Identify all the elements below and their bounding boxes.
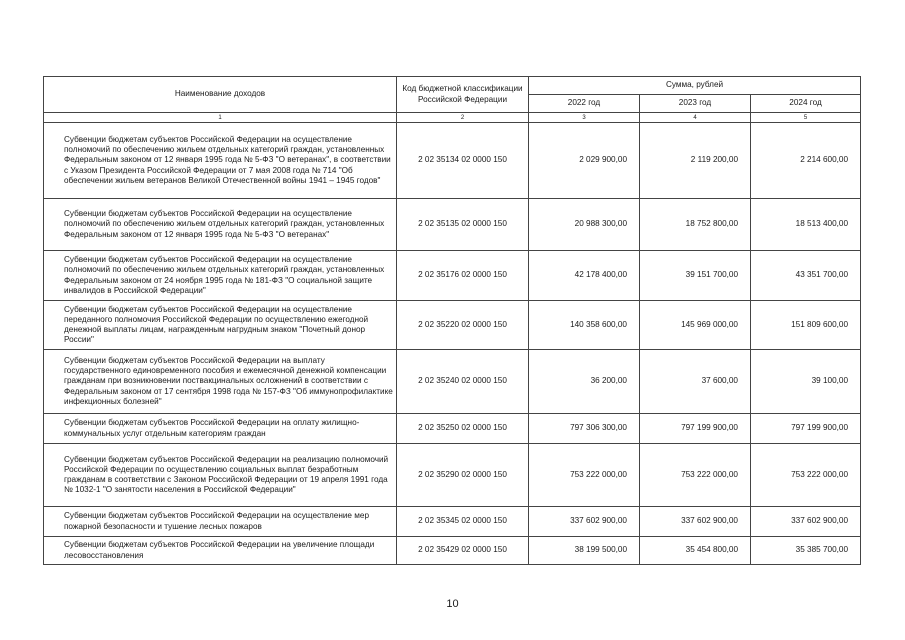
row-amount-2023: 797 199 900,00 [640,414,751,444]
row-amount-2023: 37 600,00 [640,350,751,414]
row-code: 2 02 35240 02 0000 150 [397,350,529,414]
row-code: 2 02 35135 02 0000 150 [397,199,529,251]
row-amount-2022: 2 029 900,00 [529,123,640,199]
row-amount-2024: 151 809 600,00 [751,301,861,350]
row-code: 2 02 35176 02 0000 150 [397,251,529,301]
row-amount-2023: 753 222 000,00 [640,444,751,507]
row-amount-2022: 753 222 000,00 [529,444,640,507]
row-amount-2024: 337 602 900,00 [751,507,861,537]
row-amount-2024: 2 214 600,00 [751,123,861,199]
row-amount-2023: 18 752 800,00 [640,199,751,251]
header-name: Наименование доходов [44,77,397,113]
row-code: 2 02 35134 02 0000 150 [397,123,529,199]
column-number: 4 [640,113,751,123]
table-row [44,414,861,444]
column-number: 1 [44,113,397,123]
row-code: 2 02 35250 02 0000 150 [397,414,529,444]
row-amount-2023: 145 969 000,00 [640,301,751,350]
row-amount-2022: 337 602 900,00 [529,507,640,537]
header-year-2023: 2023 год [640,95,751,113]
table-row [44,199,861,251]
header-sum: Сумма, рублей [529,77,861,95]
row-amount-2024: 18 513 400,00 [751,199,861,251]
row-name: Субвенции бюджетам субъектов Российской Федерации на осуществление полномочий по обеспечению жильем отдельных категорий граждан, установленных Федеральным законом от 12 января 1995 года № 5-ФЗ "О ветеранах" [44,199,397,251]
page-number: 10 [446,598,459,610]
row-name: Субвенции бюджетам субъектов Российской Федерации на осуществление полномочий по обеспечению жильем отдельных категорий граждан, установленных Федеральным законом от 24 ноября 1995 года № 181-ФЗ "О социальной защите инвалидов в Российской Федерации" [44,251,397,301]
row-code: 2 02 35345 02 0000 150 [397,507,529,537]
revenue-table [43,76,861,565]
row-amount-2022: 38 199 500,00 [529,537,640,565]
row-code: 2 02 35290 02 0000 150 [397,444,529,507]
header-year-2024: 2024 год [751,95,861,113]
column-number: 3 [529,113,640,123]
table-row [44,444,861,507]
row-name: Субвенции бюджетам субъектов Российской Федерации на выплату государственного единовременного пособия и ежемесячной денежной компенсации гражданам при возникновении поствакцинальных осложнений в соответствии с Федеральным законом от 17 сентября 1998 года № 157-ФЗ "Об иммунопрофилактике инфекционных болезней" [44,350,397,414]
row-name: Субвенции бюджетам субъектов Российской Федерации на осуществление полномочий по обеспечению жильем отдельных категорий граждан, установленных Федеральным законом от 12 января 1995 года № 5-ФЗ "О ветеранах", в соответствии с Указом Президента Российской Федерации от 7 мая 2008 года № 714 "Об обеспечении жильем ветеранов Великой Отечественной войны 1941 – 1945 годов" [44,123,397,199]
table-row [44,251,861,301]
row-amount-2022: 36 200,00 [529,350,640,414]
row-amount-2024: 43 351 700,00 [751,251,861,301]
table-row [44,507,861,537]
row-amount-2022: 140 358 600,00 [529,301,640,350]
column-number: 2 [397,113,529,123]
row-amount-2024: 35 385 700,00 [751,537,861,565]
row-amount-2022: 42 178 400,00 [529,251,640,301]
table-row [44,350,861,414]
row-code: 2 02 35429 02 0000 150 [397,537,529,565]
header-code: Код бюджетной классификации Российской Федерации [397,77,529,113]
row-amount-2024: 39 100,00 [751,350,861,414]
row-amount-2024: 797 199 900,00 [751,414,861,444]
header-year-2022: 2022 год [529,95,640,113]
row-amount-2024: 753 222 000,00 [751,444,861,507]
row-name: Субвенции бюджетам субъектов Российской Федерации на увеличение площади лесовосстановления [44,537,397,565]
row-amount-2022: 797 306 300,00 [529,414,640,444]
row-name: Субвенции бюджетам субъектов Российской Федерации на оплату жилищно-коммунальных услуг отдельным категориям граждан [44,414,397,444]
row-amount-2023: 39 151 700,00 [640,251,751,301]
column-number: 5 [751,113,861,123]
row-amount-2022: 20 988 300,00 [529,199,640,251]
table-row [44,537,861,565]
column-number-row [44,113,861,123]
row-name: Субвенции бюджетам субъектов Российской Федерации на осуществление переданного полномочия Российской Федерации по осуществлению ежегодной денежной выплаты лицам, награжденным нагрудным знаком "Почетный донор России" [44,301,397,350]
table-row [44,123,861,199]
row-amount-2023: 2 119 200,00 [640,123,751,199]
row-code: 2 02 35220 02 0000 150 [397,301,529,350]
row-name: Субвенции бюджетам субъектов Российской Федерации на реализацию полномочий Российской Федерации по осуществлению социальных выплат безработным гражданам в соответствии с Законом Российской Федерации от 19 апреля 1991 года № 1032-1 "О занятости населения в Российской Федерации" [44,444,397,507]
row-amount-2023: 337 602 900,00 [640,507,751,537]
row-amount-2023: 35 454 800,00 [640,537,751,565]
row-name: Субвенции бюджетам субъектов Российской Федерации на осуществление мер пожарной безопасности и тушение лесных пожаров [44,507,397,537]
table-row [44,301,861,350]
